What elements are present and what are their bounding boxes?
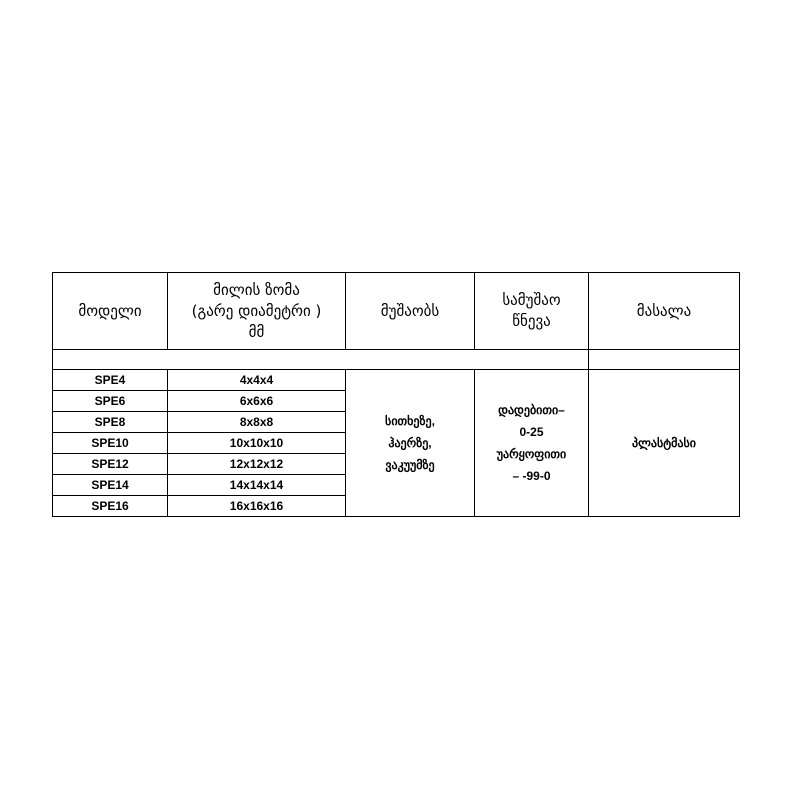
size-cell: 14x14x14	[168, 475, 346, 496]
pressure-line: დადებითი–	[498, 403, 565, 417]
header-pipe-size-line: (გარე დიამეტრი )	[191, 301, 322, 320]
size-cell: 8x8x8	[168, 412, 346, 433]
header-pipe-size-line: მილის ზომა	[213, 280, 300, 299]
size-cell: 4x4x4	[168, 370, 346, 391]
header-pressure-line: სამუშაო	[502, 291, 561, 309]
size-cell: 10x10x10	[168, 433, 346, 454]
header-pipe-size	[168, 273, 346, 350]
header-material: მასალა	[589, 273, 740, 350]
model-cell: SPE6	[53, 391, 168, 412]
pressure-line: 0-25	[519, 425, 544, 439]
size-cell: 16x16x16	[168, 496, 346, 517]
medium-line: ჰაერზე,	[388, 436, 432, 450]
pressure-cell	[475, 370, 589, 517]
model-cell: SPE14	[53, 475, 168, 496]
spacer-cell	[589, 350, 740, 370]
pressure-line: უარყოფითი	[496, 447, 567, 461]
spacer-row	[53, 350, 740, 370]
model-cell: SPE8	[53, 412, 168, 433]
model-cell: SPE4	[53, 370, 168, 391]
spacer-cell	[53, 350, 589, 370]
size-cell: 12x12x12	[168, 454, 346, 475]
header-medium: მუშაობს	[346, 273, 475, 350]
header-pipe-size-line: მმ	[248, 322, 265, 341]
table-row	[53, 370, 740, 391]
medium-line: სითხეზე,	[385, 414, 435, 428]
header-pressure-line: წნევა	[512, 312, 551, 330]
model-cell: SPE10	[53, 433, 168, 454]
header-pressure	[475, 273, 589, 350]
medium-line: ვაკუუმზე	[385, 458, 435, 472]
header-model: მოდელი	[53, 273, 168, 350]
medium-cell	[346, 370, 475, 517]
size-cell: 6x6x6	[168, 391, 346, 412]
spec-table	[52, 272, 740, 517]
header-row	[53, 273, 740, 350]
pressure-line: – -99-0	[512, 469, 551, 483]
model-cell: SPE16	[53, 496, 168, 517]
material-cell: პლასტმასი	[589, 370, 740, 517]
model-cell: SPE12	[53, 454, 168, 475]
